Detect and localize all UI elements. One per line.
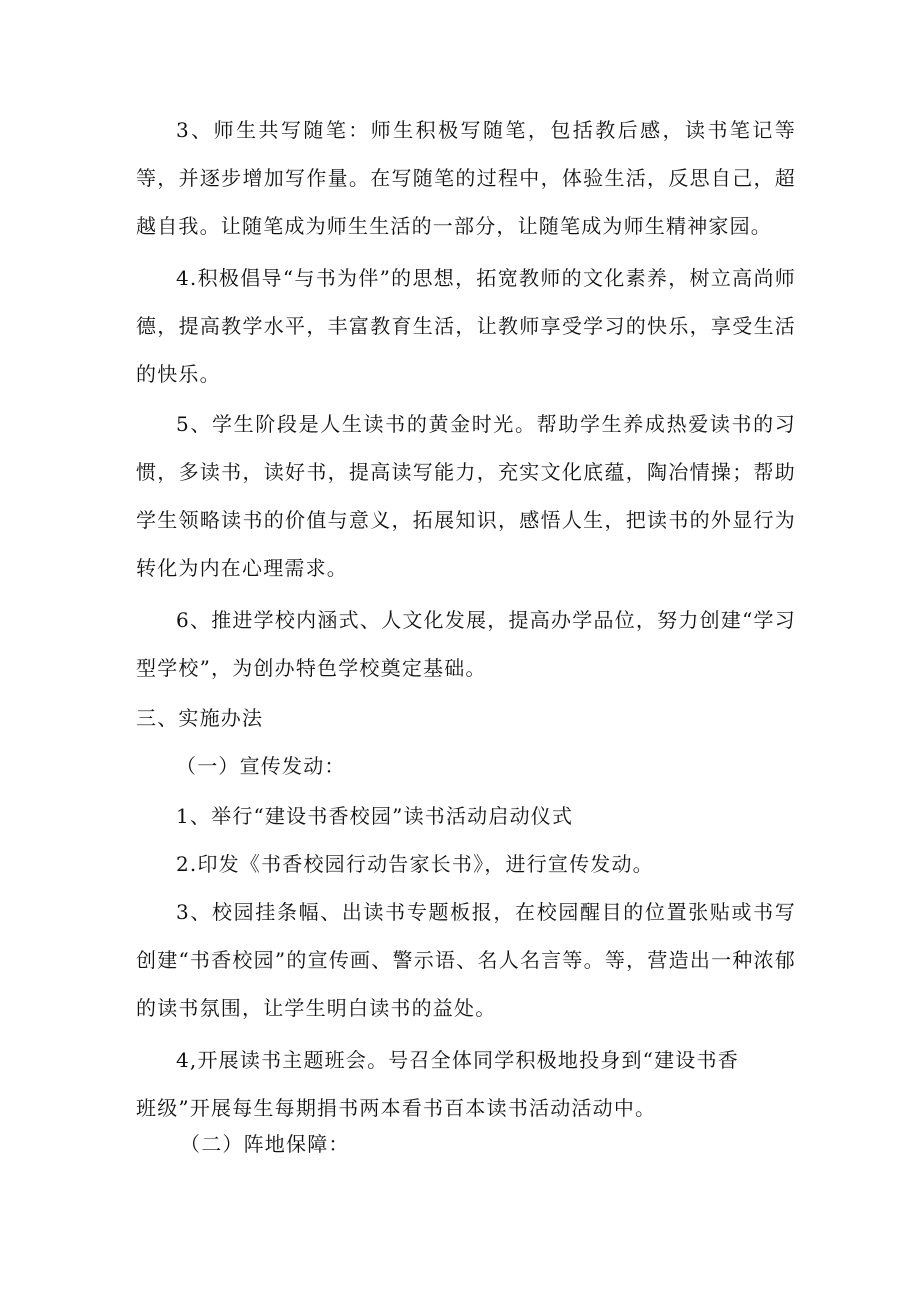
section-heading-implementation: 三、实施办法 [136,706,264,730]
item-2-parent-letter: 2.印发《书香校园行动告家长书》，进行宣传发动。 [176,852,654,876]
paragraph-6-learning-school: 6、推进学校内涵式、人文化发展，提高办学品位，努力创建“学习型学校”，为创办特色学校奠定基础。 [136,608,796,680]
item-3-campus-banners: 3、校园挂条幅、出读书专题板报，在校园醒目的位置张贴或书写创建“书香校园”的宣传画、警示语、名人名言等。等，营造出一种浓郁的读书氛围，让学生明白读书的益处。 [136,900,796,1020]
paragraph-5-student-reading: 5、学生阶段是人生读书的黄金时光。帮助学生养成热爱读书的习惯，多读书，读好书，提高读写能力，充实文化底蕴，陶冶情操；帮助学生领略读书的价值与意义，拓展知识，感悟人生，把读书的外显行为转化为内在心理需求。 [136,412,796,580]
item-1-launch-ceremony: 1、举行“建设书香校园”读书活动启动仪式 [176,804,574,828]
subsection-heading-publicity: （一）宣传发动： [176,754,346,778]
paragraph-3-essay-writing: 3、师生共写随笔：师生积极写随笔，包括教后感，读书笔记等等，并逐步增加写作量。在写随笔的过程中，体验生活，反思自己，超越自我。让随笔成为师生生活的一部分，让随笔成为师生精神家园。 [136,118,796,238]
item-4-continuation: 班级”开展每生每期捐书两本看书百本读书活动活动中。 [136,1096,657,1120]
subsection-heading-venue: （二）阵地保障： [180,1132,350,1156]
paragraph-4-read-with-books: 4.积极倡导“与书为伴”的思想，拓宽教师的文化素养，树立高尚师德，提高教学水平，丰富教育生活，让教师享受学习的快乐，享受生活的快乐。 [136,266,796,386]
item-4-class-meeting: 4,开展读书主题班会。号召全体同学积极地投身到“建设书香 [176,1048,739,1072]
